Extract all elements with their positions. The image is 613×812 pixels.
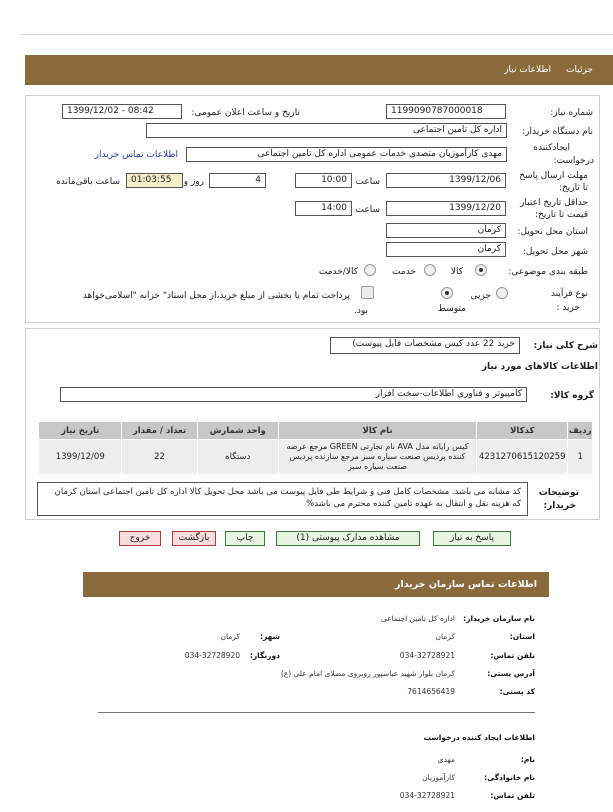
process-partial-radio[interactable] [496,287,508,299]
col-unit: واحد شمارش [197,422,278,440]
category-both-radio[interactable] [364,264,376,276]
send-deadline-label-1: مهلت ارسال پاسخ [519,171,588,181]
category-service-label: خدمت [392,267,416,277]
validity-time-label: ساعت [355,205,380,215]
validity-date-field: 1399/12/20 [386,201,506,216]
col-name: نام کالا [278,422,476,440]
buyer-org-field: اداره کل تامین اجتماعی [146,123,507,138]
province-field: کرمان [386,223,506,238]
goods-section-title: اطلاعات کالاهای مورد نیاز [481,362,598,372]
col-qty: تعداد / مقدار [122,422,197,440]
city-label: شهر محل تحویل: [522,247,588,257]
contact-address-label: آدرس پستی: [487,669,535,678]
category-goods-radio[interactable] [475,264,487,276]
creator-family-label: نام خانوادگی: [484,773,535,782]
contact-org-value: اداره کل تامین اجتماعی [380,614,455,623]
cell-name: کیس رایانه مدل AVA نام تجارتی GREEN مرجع عرضه کننده پردیس صنعت سیاره سبز مرجع سازنده پردیس صنعت سیاره سبز [278,440,476,475]
category-both-label: کالا/خدمت [318,267,358,277]
header-tab-bar [25,55,613,85]
cell-qty: 22 [122,440,197,475]
contact-divider [98,712,535,713]
need-number-label: شماره نیاز: [550,108,593,118]
category-service-radio[interactable] [424,264,436,276]
tab-need-info[interactable]: اطلاعات نیاز [504,65,551,75]
contact-phone-label: تلفن تماس: [490,651,535,660]
send-deadline-time-field: 10:00 [295,173,352,188]
announce-label: تاریخ و ساعت اعلان عمومی: [191,108,300,118]
creator-name-value: مهدی [437,755,455,764]
buyer-notes-label-2: خریدار: [543,501,576,511]
col-date: تاریخ نیاز [39,422,122,440]
contact-province-label: استان: [509,632,535,641]
creator-phone-label: تلفن تماس: [490,791,535,800]
payment-note-2: بود. [353,306,368,316]
announce-field: 1399/12/02 - 08:42 [62,104,182,119]
attachments-button[interactable]: مشاهده مدارک پیوستی (1) [276,531,420,546]
col-row: ردیف [568,422,593,440]
process-partial-label: جزیی [470,291,491,301]
remaining-time-field: 01:03:55 [126,173,183,188]
col-code: کدکالا [477,422,568,440]
process-label-2: خرید : [556,303,580,313]
contact-fax-label: دورنگار: [249,651,280,660]
city-field: کرمان [386,242,506,257]
category-goods-label: کالا [450,267,463,277]
contact-postal-label: کد پستی: [499,687,535,696]
validity-time-field: 14:00 [295,201,352,216]
creator-name-label: نام: [520,755,535,764]
province-label: استان محل تحویل: [517,227,588,237]
send-deadline-label-2: تا تاریخ: [558,183,588,193]
requester-label-2: درخواست: [553,156,594,166]
contact-title: اطلاعات تماس سازمان خریدار [394,579,537,590]
send-deadline-time-label: ساعت [355,177,380,187]
treasury-payment-checkbox[interactable] [361,286,374,299]
tab-details[interactable]: جزئیات [566,65,593,75]
days-field: 4 [209,173,266,188]
contact-city-label: شهر: [260,632,280,641]
buyer-org-label: نام دستگاه خریدار: [522,127,593,137]
process-medium-radio[interactable] [441,287,453,299]
cell-row: 1 [568,440,593,475]
creator-title: اطلاعات ایجاد کننده درخواست [423,733,535,742]
days-label: روز و [183,177,204,187]
cell-code: 4231270615120259 [477,440,568,475]
contact-city-value: کرمان [220,632,240,641]
cell-date: 1399/12/09 [39,440,122,475]
payment-note-1: پرداخت تمام یا بخشی از مبلغ خرید،از محل اسناد" خزانه "اسلامی‌خواهد [82,291,350,301]
need-number-field: 1199090787000018 [386,104,506,119]
contact-address-value: کرمان بلوار شهید عباسپور روبروی مصلای امام علی (ع) [280,669,455,678]
reply-button[interactable]: پاسخ به نیاز [433,531,511,546]
buyer-contact-link[interactable]: اطلاعات تماس خریدار [94,150,178,160]
top-divider [20,34,613,35]
cell-unit: دستگاه [197,440,278,475]
contact-header [83,572,549,597]
exit-button[interactable]: خروج [119,531,161,546]
summary-label: شرح کلی نیاز: [533,341,598,351]
buyer-notes-field: کد مشابه می باشد. مشخصات کامل فنی و شرایط طی فایل پیوست می باشد محل تحویل کالا اداره کل تامین اجتماعی استان کرمان که هزینه نقل و انتقال به عهده تامین کننده محترم می باشد% [37,482,528,516]
creator-phone-value: 034-32728921 [399,791,455,800]
validity-label-2: قیمت تا تاریخ: [535,210,588,220]
goods-group-field: کامپیوتر و فناوری اطلاعات-سخت افزار [60,387,527,402]
contact-province-value: کرمان [435,632,455,641]
print-button[interactable]: چاپ [225,531,265,546]
summary-field: خرید 22 عدد کیس مشخصات فایل پیوست) [330,337,520,354]
process-label-1: نوع فرآیند [550,289,588,299]
remaining-time-label: ساعت باقی‌مانده [56,177,120,187]
goods-table-header [39,422,593,440]
requester-field: مهدی کارآموزیان متصدی خدمات عمومی اداره کل تامین اجتماعی [186,147,507,162]
table-row [39,440,593,475]
validity-label-1: حداقل تاریخ اعتبار [520,198,588,208]
contact-phone-value: 034-32728921 [399,651,455,660]
process-medium-label: متوسط [437,304,466,314]
goods-table [38,421,593,475]
category-label: طبقه بندی موضوعی: [508,267,588,277]
send-deadline-date-field: 1399/12/06 [386,173,506,188]
buyer-notes-label-1: توضیحات [538,488,579,498]
back-button[interactable]: بازگشت [172,531,216,546]
contact-org-label: نام سازمان خریدار: [463,614,535,623]
contact-postal-value: 7614656419 [407,687,455,696]
creator-family-value: کارآموزیان [422,773,455,782]
goods-group-label: گروه کالا: [550,391,594,401]
contact-fax-value: 034-32728920 [184,651,240,660]
requester-label-1: ایجادکننده [533,143,570,153]
